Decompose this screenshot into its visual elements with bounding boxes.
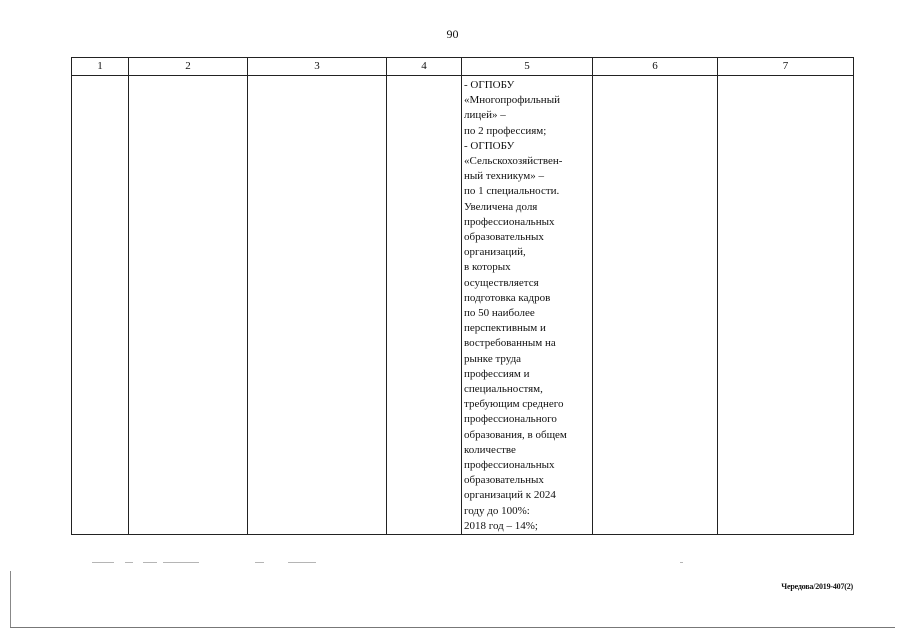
- table-row: [72, 76, 854, 535]
- cell-text: [72, 76, 128, 78]
- scan-dash: [163, 562, 199, 563]
- cell-text: [593, 76, 717, 78]
- table-cell-col7: [718, 76, 854, 535]
- scan-dash: [680, 562, 683, 563]
- scan-dash: [255, 562, 264, 563]
- table-cell-col3: [248, 76, 387, 535]
- cell-text: - ОГПОБУ «Многопрофильный лицей» – по 2 профессиям; - ОГПОБУ «Сельскохозяйствен- ный техникум» – по 1 специальности. Увеличена доля профессиональных образовательных организаций, в которых осуществляется подготовка кадров по 50 наиболее перспективным и востребованным на рынке труда профессиям и специальностям, требующим среднего профессионального образования, в общем количестве профессиональных образовательных организаций к 2024 году до 100%: 2018 год – 14%;: [464, 79, 567, 532]
- column-header-4: 4: [387, 58, 462, 76]
- footer-scan-lines: [0, 562, 905, 566]
- table-cell-col2: [129, 76, 248, 535]
- table-cell-col1: [72, 76, 129, 535]
- column-header-7: 7: [718, 58, 854, 76]
- column-header-5: 5: [462, 58, 593, 76]
- column-header-1: 1: [72, 58, 129, 76]
- cell-text: [129, 76, 247, 78]
- column-header-6: 6: [593, 58, 718, 76]
- page-number: 90: [446, 27, 459, 41]
- scan-dash: [143, 562, 157, 563]
- table-cell-col6: [593, 76, 718, 535]
- table-cell-col4: [387, 76, 462, 535]
- table-cell-col5: [462, 76, 593, 535]
- scan-margin-mark: [10, 571, 11, 627]
- document-code: Чередова/2019-407(2): [781, 582, 853, 591]
- scan-dash: [125, 562, 133, 563]
- cell-text: [718, 76, 853, 78]
- bottom-rule: [10, 627, 895, 628]
- main-table: [71, 57, 854, 535]
- header-row: [72, 58, 854, 76]
- scan-dash: [92, 562, 114, 563]
- column-header-3: 3: [248, 58, 387, 76]
- cell-text: [248, 76, 386, 78]
- column-header-2: 2: [129, 58, 248, 76]
- cell-text: [387, 76, 461, 78]
- scan-dash: [288, 562, 316, 563]
